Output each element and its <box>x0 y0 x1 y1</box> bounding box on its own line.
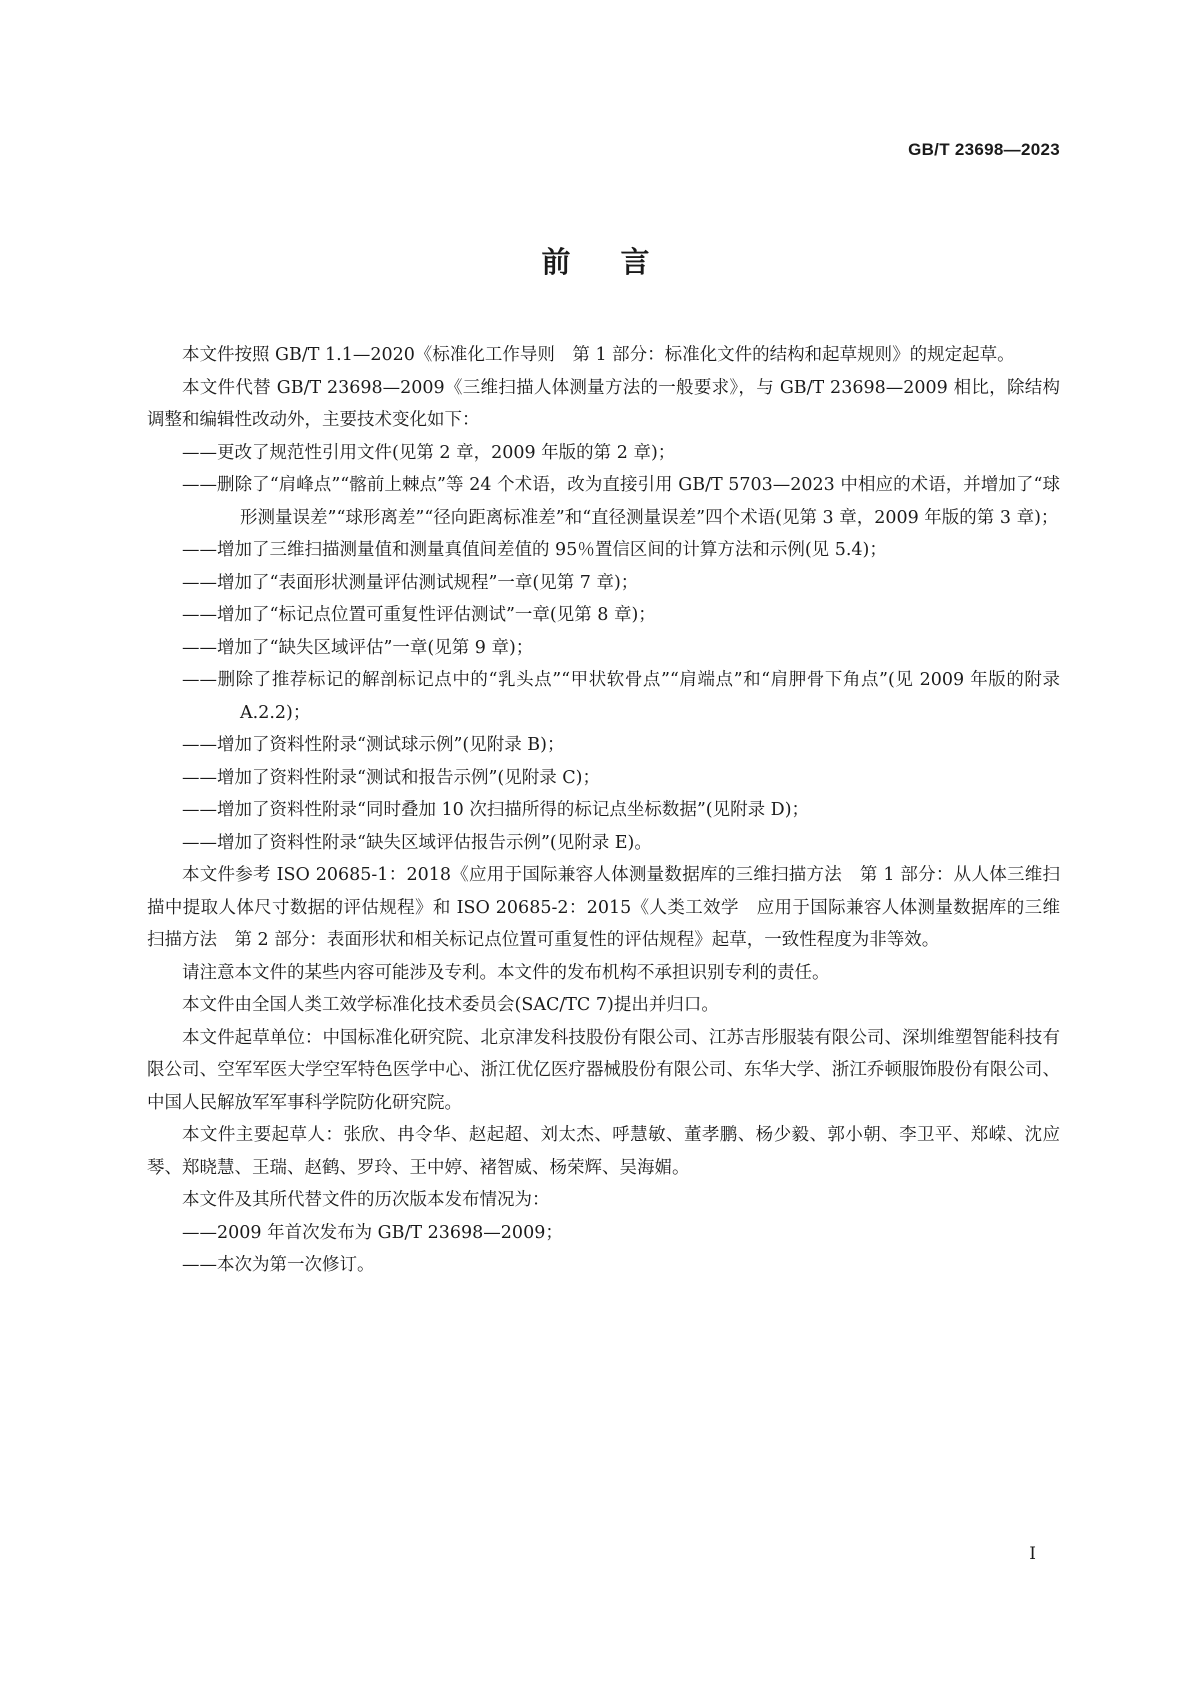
list-item: ——增加了资料性附录“测试球示例”(见附录 B)； <box>182 735 565 755</box>
list-item: ——更改了规范性引用文件(见第 2 章，2009 年版的第 2 章)； <box>182 442 676 463</box>
list-item: ——增加了资料性附录“测试和报告示例”(见附录 C)； <box>182 767 600 788</box>
paragraph-replacement: 本文件代替 GB/T 23698—2009《三维扫描人体测量方法的一般要求》，与 GB/T 23698—2009 相比，除结构调整和编辑性改动外，主要技术变化如下： <box>147 377 1060 430</box>
paragraph-drafters: 本文件主要起草人：张欣、冉令华、赵起超、刘太杰、呼慧敏、董孝鹏、杨少毅、郭小朝、李卫平、郑嵘、沈应琴、郑晓慧、王瑞、赵鹤、罗玲、王中婷、褚智威、杨荣辉、吴海媚。 <box>147 1125 1060 1178</box>
list-item: ——本次为第一次修订。 <box>182 1255 375 1275</box>
foreword-body <box>147 339 1060 1282</box>
page-number: I <box>1029 1544 1036 1564</box>
list-item: ——2009 年首次发布为 GB/T 23698—2009； <box>182 1222 563 1243</box>
paragraph-history-intro: 本文件及其所代替文件的历次版本发布情况为： <box>182 1190 550 1210</box>
list-item: ——删除了“肩峰点”“髂前上棘点”等 24 个术语，改为直接引用 GB/T 5703—2023 中相应的术语，并增加了“球形测量误差”“球形离差”“径向距离标准差”和“直径测量误差”四个术语(见第 3 章，2009 年版的第 3 章)； <box>182 475 1060 528</box>
paragraph-drafting-rules: 本文件按照 GB/T 1.1—2020《标准化工作导则 第 1 部分：标准化文件的结构和起草规则》的规定起草。 <box>182 345 1015 365</box>
paragraph-patent-notice: 请注意本文件的某些内容可能涉及专利。本文件的发布机构不承担识别专利的责任。 <box>182 962 830 983</box>
paragraph-drafting-units: 本文件起草单位：中国标准化研究院、北京津发科技股份有限公司、江苏吉彤服装有限公司、深圳维塑智能科技有限公司、空军军医大学空军特色医学中心、浙江优亿医疗器械股份有限公司、东华大学、浙江乔顿服饰股份有限公司、中国人民解放军军事科学院防化研究院。 <box>147 1027 1060 1113</box>
list-item: ——增加了“表面形状测量评估测试规程”一章(见第 7 章)； <box>182 572 639 593</box>
paragraph-committee: 本文件由全国人类工效学标准化技术委员会(SAC/TC 7)提出并归口。 <box>182 995 719 1015</box>
list-item: ——增加了资料性附录“缺失区域评估报告示例”(见附录 E)。 <box>182 832 652 853</box>
paragraph-reference: 本文件参考 ISO 20685-1：2018《应用于国际兼容人体测量数据库的三维扫描方法 第 1 部分：从人体三维扫描中提取人体尺寸数据的评估规程》和 ISO 20685-2：2015《人类工效学 应用于国际兼容人体测量数据库的三维扫描方法 第 2 部分：表面形状和相关标记点位置可重复性的评估规程》起草，一致性程度为非等效。 <box>147 865 1060 950</box>
list-item: ——删除了推荐标记的解剖标记点中的“乳头点”“甲状软骨点”“肩端点”和“肩胛骨下角点”(见 2009 年版的附录 A.2.2)； <box>182 670 1060 723</box>
list-item: ——增加了“标记点位置可重复性评估测试”一章(见第 8 章)； <box>182 605 656 625</box>
page-title: 前言 <box>541 245 700 279</box>
standard-code: GB/T 23698—2023 <box>908 140 1060 159</box>
list-item: ——增加了资料性附录“同时叠加 10 次扫描所得的标记点坐标数据”(见附录 D)； <box>182 800 810 820</box>
list-item: ——增加了“缺失区域评估”一章(见第 9 章)； <box>182 637 534 658</box>
list-item: ——增加了三维扫描测量值和测量真值间差值的 95％置信区间的计算方法和示例(见 5.4)； <box>182 540 887 560</box>
